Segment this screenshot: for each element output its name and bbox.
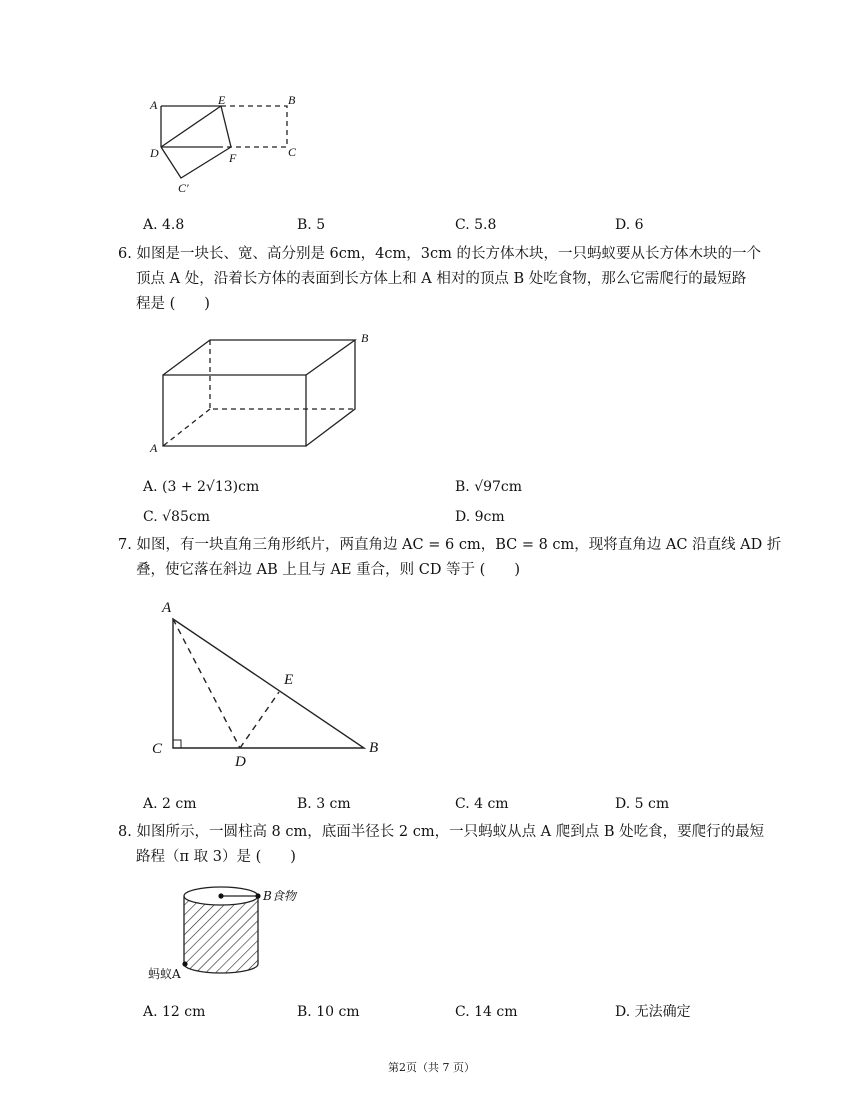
q7-option-b[interactable]: B. 3 cm bbox=[297, 796, 351, 812]
q6-option-c[interactable]: C. √85cm bbox=[143, 509, 210, 525]
q6-line-3: 程是 ( ) bbox=[136, 296, 210, 312]
fig7-label-e: E bbox=[284, 672, 294, 688]
q8-line-1: 8. 如图所示，一圆柱高 8 cm，底面半径长 2 cm，一只蚂蚁从点 A 爬到点 B 处吃食，要爬行的最短 bbox=[118, 824, 765, 840]
fig5-label-d: D bbox=[150, 146, 159, 160]
fig5-label-f: F bbox=[229, 151, 237, 165]
q7-line-2: 叠，使它落在斜边 AB 上且与 AE 重合，则 CD 等于 ( ) bbox=[136, 562, 520, 578]
fig7-label-c: C bbox=[152, 741, 163, 757]
q5-option-c[interactable]: C. 5.8 bbox=[455, 217, 497, 233]
q5-option-a[interactable]: A. 4.8 bbox=[143, 217, 185, 233]
q8-option-c[interactable]: C. 14 cm bbox=[455, 1004, 518, 1020]
fig6-label-b: B bbox=[361, 331, 369, 345]
q7-line-1: 7. 如图，有一块直角三角形纸片，两直角边 AC = 6 cm，BC = 8 cm，现将直角边 AC 沿直线 AD 折 bbox=[118, 537, 782, 553]
q7-option-a[interactable]: A. 2 cm bbox=[143, 796, 197, 812]
q6-line-1: 6. 如图是一块长、宽、高分别是 6cm，4cm，3cm 的长方体木块，一只蚂蚁要从长方体木块的一个 bbox=[118, 246, 761, 262]
q6-option-a[interactable]: A. (3 + 2√13)cm bbox=[143, 479, 260, 495]
fig8-label-ant-a: 蚂蚁A bbox=[148, 967, 181, 981]
fig5-label-e: E bbox=[218, 93, 226, 107]
fig6-label-a: A bbox=[150, 441, 158, 455]
q6-option-b[interactable]: B. √97cm bbox=[455, 479, 523, 495]
fig8-label-b-food: B食物 bbox=[263, 889, 296, 903]
page-footer: 第2页（共 7 页） bbox=[388, 1061, 475, 1074]
fig7-label-d: D bbox=[235, 754, 246, 770]
q5-option-b[interactable]: B. 5 bbox=[297, 217, 326, 233]
fig5-label-b: B bbox=[288, 93, 296, 107]
fig7-label-a: A bbox=[162, 600, 172, 616]
q8-option-d[interactable]: D. 无法确定 bbox=[615, 1004, 691, 1020]
fig5-label-c: C bbox=[288, 145, 297, 159]
fig5-label-a: A bbox=[150, 98, 158, 112]
fig5-label-cprime: C′ bbox=[178, 181, 189, 195]
q8-option-b[interactable]: B. 10 cm bbox=[297, 1004, 360, 1020]
q5-option-d[interactable]: D. 6 bbox=[615, 217, 644, 233]
q7-option-d[interactable]: D. 5 cm bbox=[615, 796, 670, 812]
fig7-label-b: B bbox=[369, 740, 379, 756]
q7-option-c[interactable]: C. 4 cm bbox=[455, 796, 509, 812]
q8-option-a[interactable]: A. 12 cm bbox=[143, 1004, 206, 1020]
q8-line-2: 路程（π 取 3）是 ( ) bbox=[136, 849, 296, 865]
q6-option-d[interactable]: D. 9cm bbox=[455, 509, 505, 525]
q6-line-2: 顶点 A 处，沿着长方体的表面到长方体上和 A 相对的顶点 B 处吃食物，那么它需爬行的最短路 bbox=[136, 271, 747, 287]
